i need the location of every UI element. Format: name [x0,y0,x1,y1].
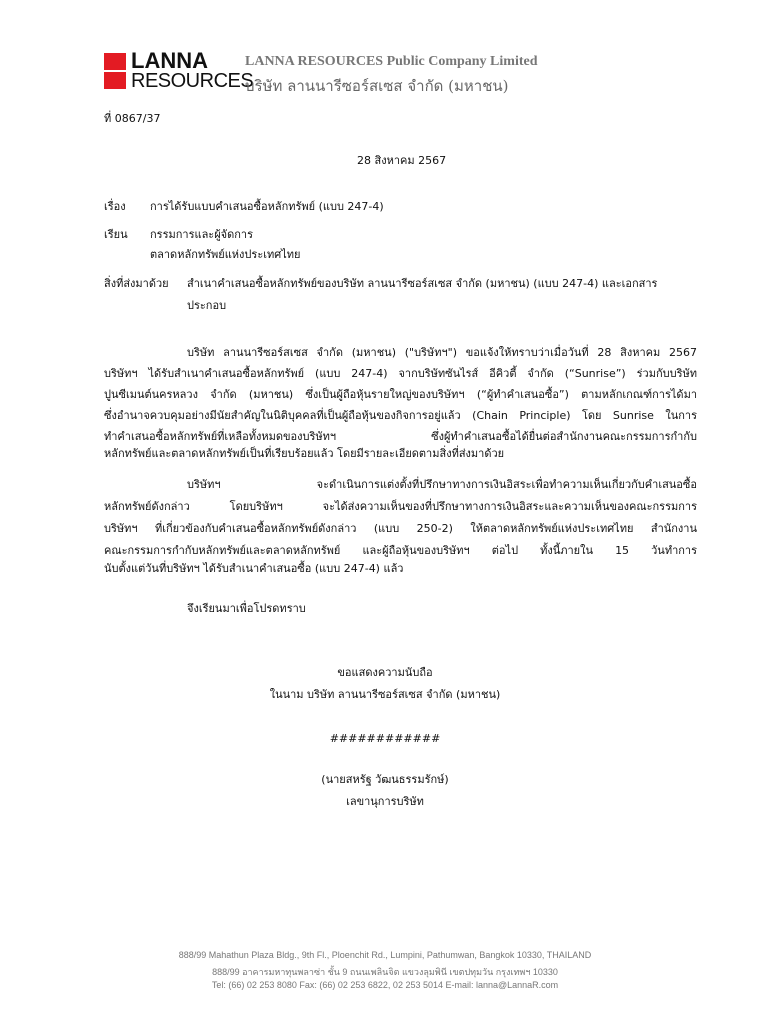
reference-number: ที่ 0867/37 [104,112,161,125]
para2-line-5: นับตั้งแต่วันที่บริษัทฯ ได้รับสำเนาคำเสนอซื้อ (แบบ 247-4) แล้ว [104,562,404,575]
letter-date: 28 สิงหาคม 2567 [357,154,447,167]
recipient-label: เรียน [104,228,128,241]
signer-title: เลขานุการบริษัท [346,795,424,808]
para1-line-6: หลักทรัพย์และตลาดหลักทรัพย์เป็นที่เรียบร้อยแล้ว โดยมีรายละเอียดตามสิ่งที่ส่งมาด้วย [104,447,505,460]
company-logo-mark [104,53,126,89]
subject-text: การได้รับแบบคำเสนอซื้อหลักทรัพย์ (แบบ 247-4) [150,200,384,213]
logo-word-lanna: LANNA [131,48,208,73]
signer-name: (นายสหรัฐ วัฒนธรรมรักษ์) [321,773,449,786]
para1-line-1: บริษัท ลานนารีซอร์สเซส จำกัด (มหาชน) ("บริษัทฯ") ขอแจ้งให้ทราบว่าเมื่อวันที่ 28 สิงหาคม 2567 [187,346,697,359]
recipient-line-1: กรรมการและผู้จัดการ [150,228,253,241]
para2-line-3: บริษัทฯ ที่เกี่ยวข้องกับคำเสนอซื้อหลักทรัพย์ดังกล่าว (แบบ 250-2) ให้ตลาดหลักทรัพย์แห่งประเทศไทย สำนักงาน [104,522,697,535]
footer-contact: Tel: (66) 02 253 8080 Fax: (66) 02 253 6822, 02 253 5014 E-mail: lanna@LannaR.com [211,980,559,990]
footer-address-en: 888/99 Mahathun Plaza Bldg., 9th Fl., Ploenchit Rd., Lumpini, Pathumwan, Bangkok 10330, THAILAND [178,950,592,960]
subject-label: เรื่อง [104,200,126,213]
company-name-en: LANNA RESOURCES Public Company Limited [245,54,538,69]
company-name-th: บริษัท ลานนารีซอร์สเซส จำกัด (มหาชน) [245,77,509,95]
logo-red-block-top [104,53,126,70]
enclosure-label: สิ่งที่ส่งมาด้วย [104,277,169,290]
para1-line-3: ปูนซีเมนต์นครหลวง จำกัด (มหาชน) ซึ่งเป็นผู้ถือหุ้นรายใหญ่ของบริษัทฯ (“ผู้ทำคำเสนอซื้อ”) ตามหลักเกณฑ์การได้มา [104,388,697,401]
enclosure-line-2: ประกอบ [187,299,227,312]
para1-line-4: ซึ่งอำนาจควบคุมอย่างมีนัยสำคัญในนิติบุคคลที่เป็นผู้ถือหุ้นของกิจการอยู่แล้ว (Chain Principle) โดย Sunrise ในการ [104,409,697,422]
signature-mask: ############ [329,732,441,745]
recipient-line-2: ตลาดหลักทรัพย์แห่งประเทศไทย [150,248,301,261]
closing-phrase: ขอแสดงความนับถือ [337,666,433,679]
para2-line-1: บริษัทฯ จะดำเนินการแต่งตั้งที่ปรึกษาทางการเงินอิสระเพื่อทำความเห็นเกี่ยวกับคำเสนอซื้อ [187,478,697,491]
para1-line-2: บริษัทฯ ได้รับสำเนาคำเสนอซื้อหลักทรัพย์ (แบบ 247-4) จากบริษัทซันไรส์ อีคิวตี้ จำกัด (“Sunrise”) ร่วมกับบริษัท [104,367,697,380]
para3-closing-request: จึงเรียนมาเพื่อโปรดทราบ [187,602,306,615]
enclosure-line-1: สำเนาคำเสนอซื้อหลักทรัพย์ของบริษัท ลานนารีซอร์สเซส จำกัด (มหาชน) (แบบ 247-4) และเอกสาร [187,277,658,290]
para2-line-4: คณะกรรมการกำกับหลักทรัพย์และตลาดหลักทรัพย์ และผู้ถือหุ้นของบริษัทฯ ต่อไป ทั้งนี้ภายใน 15 วันทำการ [104,544,697,557]
logo-word-resources: RESOURCES [131,70,254,92]
para1-line-5: ทำคำเสนอซื้อหลักทรัพย์ที่เหลือทั้งหมดของบริษัทฯ ซึ่งผู้ทำคำเสนอซื้อได้ยื่นต่อสำนักงานคณะกรรมการกำกับ [104,430,697,443]
para2-line-2: หลักทรัพย์ดังกล่าว โดยบริษัทฯ จะได้ส่งความเห็นของที่ปรึกษาทางการเงินอิสระและความเห็นของคณะกรรมการ [104,500,697,513]
logo-red-block-bottom [104,72,126,89]
on-behalf-line: ในนาม บริษัท ลานนารีซอร์สเซส จำกัด (มหาชน) [269,688,501,701]
footer-address-th: 888/99 อาคารมหาทุนพลาซ่า ชั้น 9 ถนนเพลินจิต แขวงลุมพินี เขตปทุมวัน กรุงเทพฯ 10330 [212,967,558,977]
